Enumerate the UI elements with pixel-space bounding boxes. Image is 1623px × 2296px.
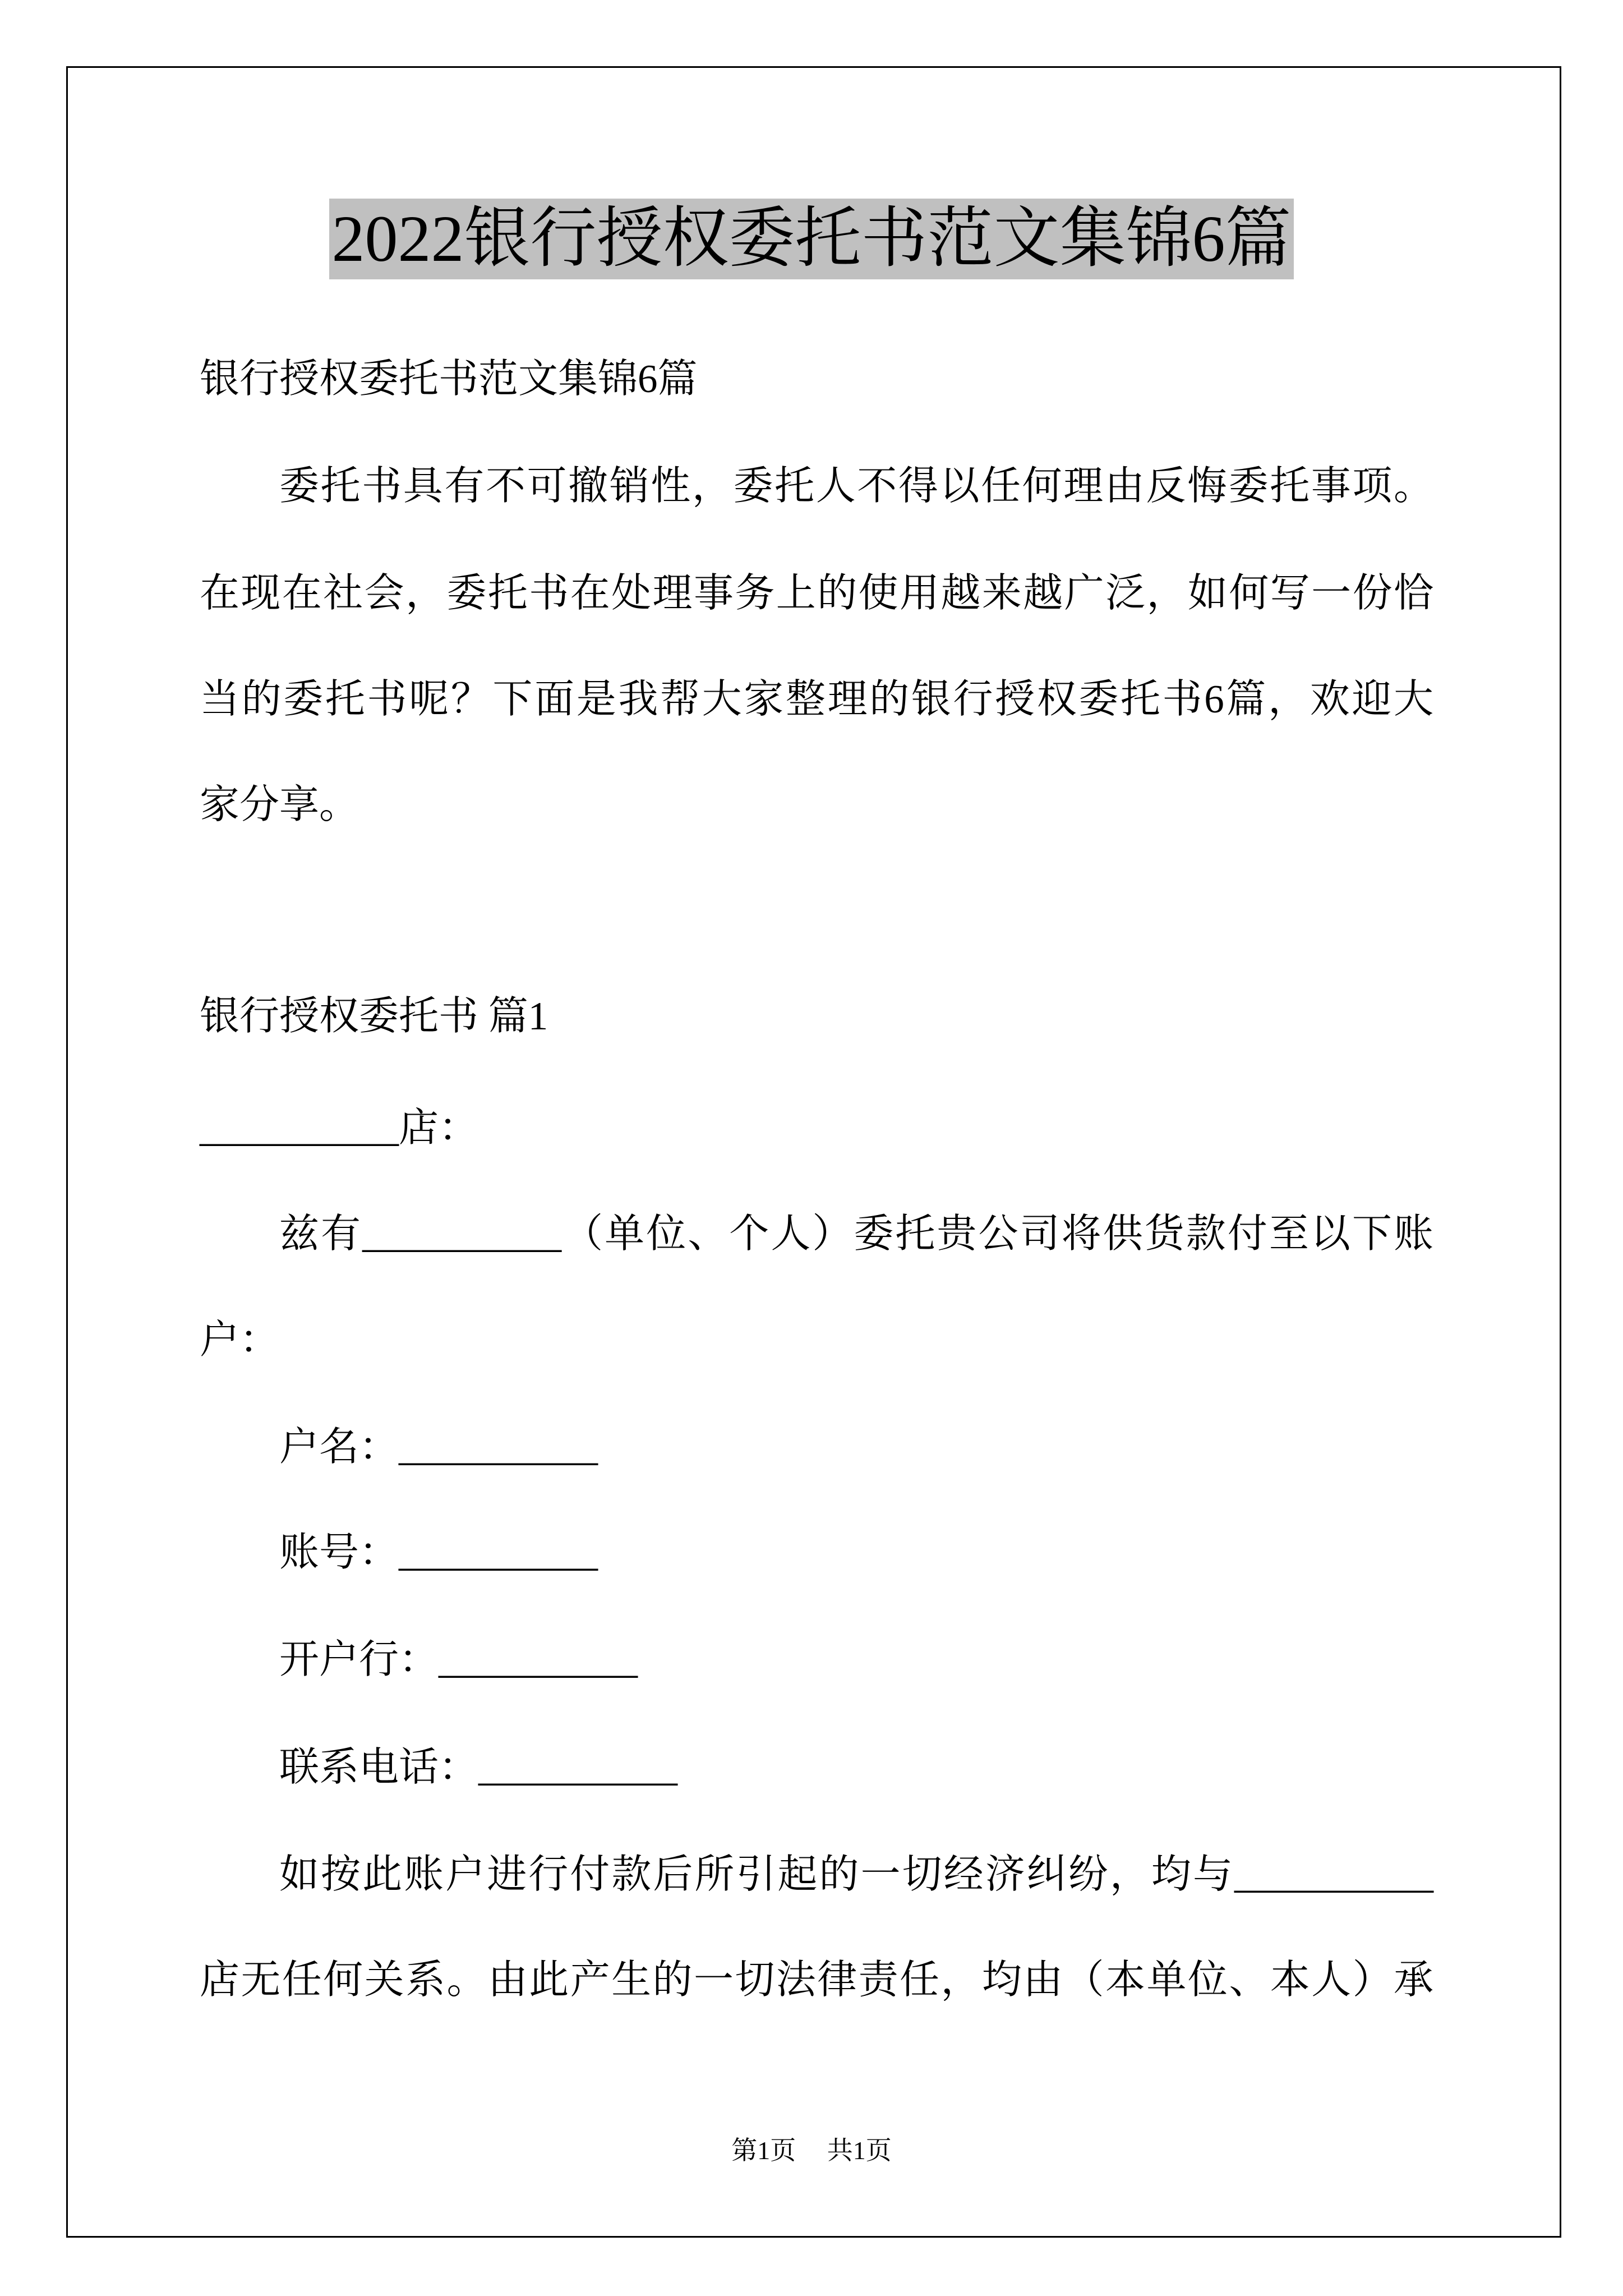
body-line: __________店： <box>200 1106 479 1150</box>
document-title: 2022银行授权委托书范文集锦6篇 <box>329 199 1293 279</box>
title-container <box>0 199 1623 279</box>
subtitle: 银行授权委托书范文集锦6篇 <box>200 357 698 401</box>
page-footer <box>0 2135 1623 2166</box>
page-total: 共1页 <box>827 2136 892 2165</box>
body-line: 联系电话：__________ <box>279 1746 678 1789</box>
intro-line: 在现在社会，委托书在处理事务上的使用越来越广泛，如何写一份恰 <box>200 572 1433 615</box>
body-line: 兹有__________（单位、个人）委托贵公司将供货款付至以下账 <box>279 1212 1433 1256</box>
intro-line: 委托书具有不可撤销性，委托人不得以任何理由反悔委托事项。 <box>279 464 1433 508</box>
body-line: 账号：__________ <box>279 1531 598 1575</box>
body-line: 户： <box>200 1318 280 1362</box>
body-line: 如按此账户进行付款后所引起的一切经济纠纷，均与__________ <box>279 1853 1433 1897</box>
body-line: 开户行：__________ <box>279 1638 638 1682</box>
intro-line: 家分享。 <box>200 783 359 827</box>
body-line: 户名：__________ <box>279 1425 598 1469</box>
intro-line: 当的委托书呢？下面是我帮大家整理的银行授权委托书6篇，欢迎大 <box>200 678 1433 721</box>
body-line: 店无任何关系。由此产生的一切法律责任，均由（本单位、本人）承 <box>200 1958 1433 2002</box>
page-number: 第1页 <box>731 2136 796 2165</box>
section-heading: 银行授权委托书 篇1 <box>200 995 548 1038</box>
